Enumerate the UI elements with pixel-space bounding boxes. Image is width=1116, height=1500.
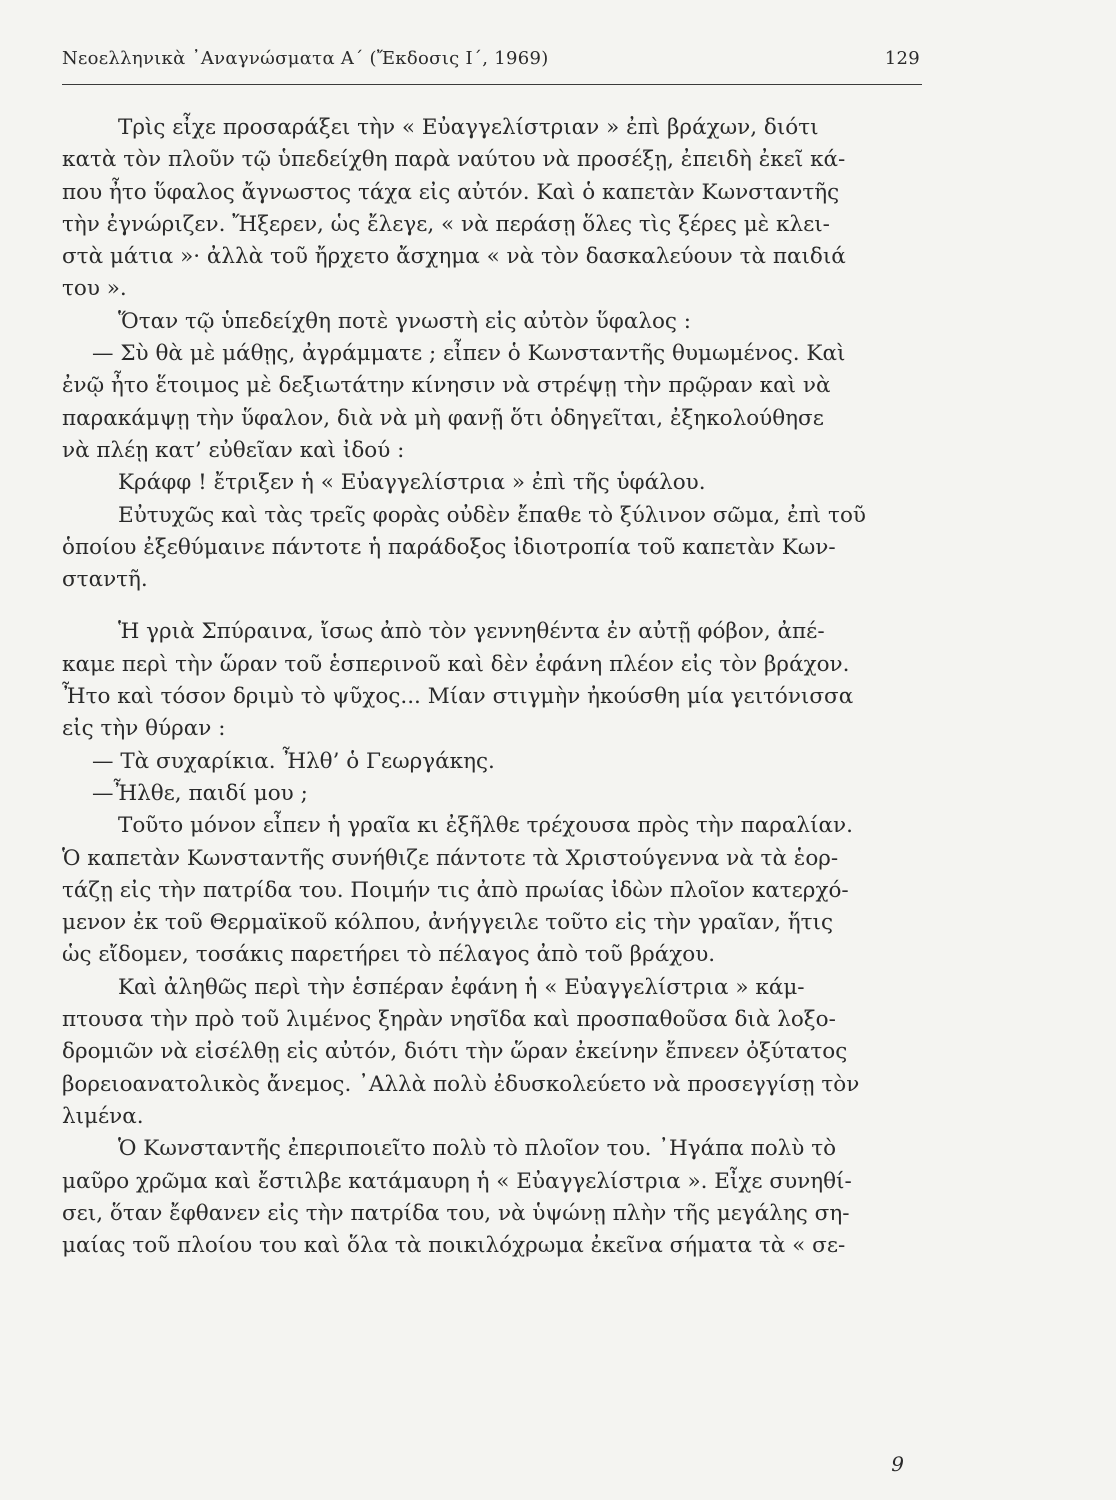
text-line: παρακάμψῃ τὴν ὕφαλον, διὰ νὰ μὴ φανῇ ὅτι ὁδηγεῖται, ἐξηκολούθησε (62, 405, 824, 431)
text-line: τὴν ἐγνώριζεν. Ἤξερεν, ὡς ἔλεγε, « νὰ περάσῃ ὅλες τὶς ξέρες μὲ κλει- (62, 211, 830, 237)
paragraph (62, 467, 922, 499)
text-line: καμε περὶ τὴν ὥραν τοῦ ἑσπερινοῦ καὶ δὲν ἐφάνη πλέον εἰς τὸν βράχον. (62, 651, 850, 677)
text-line: νὰ πλέῃ κατ’ εὐθεῖαν καὶ ἰδού : (62, 437, 405, 463)
paragraph (62, 338, 922, 467)
text-line: Κράφφ ! ἔτριξεν ἡ « Εὐαγγελίστρια » ἐπὶ τῆς ὑφάλου. (118, 470, 706, 496)
text-line: πτουσα τὴν πρὸ τοῦ λιμένος ξηρὰν νησῖδα καὶ προσπαθοῦσα διὰ λοξο- (62, 1007, 836, 1033)
text-line: ἐνῷ ἦτο ἕτοιμος μὲ δεξιωτάτην κίνησιν νὰ στρέψῃ τὴν πρῷραν καὶ νὰ (62, 373, 831, 399)
text-line: Τρὶς εἶχε προσαράξει τὴν « Εὐαγγελίστριαν » ἐπὶ βράχων, διότι (118, 115, 819, 140)
text-line: — Σὺ θὰ μὲ μάθῃς, ἀγράμματε ; εἶπεν ὁ Κωνσταντῆς θυμωμένος. Καὶ (92, 341, 846, 367)
text-line: —Ἦλθε, παιδί μου ; (92, 780, 308, 806)
paragraph (62, 778, 922, 810)
text-line: του ». (62, 276, 127, 302)
text-line: στὰ μάτια »· ἀλλὰ τοῦ ἤρχετο ἄσχημα « νὰ τὸν δασκαλεύουν τὰ παιδιά (62, 244, 846, 270)
paragraph (62, 616, 922, 745)
text-line: εἰς τὴν θύραν : (62, 716, 226, 742)
header-page-number: 129 (884, 48, 920, 69)
text-line: σει, ὅταν ἔφθανεν εἰς τὴν πατρίδα του, νὰ ὑψώνῃ πλὴν τῆς μεγάλης ση- (62, 1200, 850, 1226)
text-line: Ὁ Κωνσταντῆς ἐπεριποιεῖτο πολὺ τὸ πλοῖον του. ᾿Ηγάπα πολὺ τὸ (118, 1136, 837, 1162)
paragraph (62, 972, 922, 1133)
text-line: κατὰ τὸν πλοῦν τῷ ὑπεδείχθη παρὰ ναύτου νὰ προσέξῃ, ἐπειδὴ ἐκεῖ κά- (62, 147, 846, 173)
text-line: δρομιῶν νὰ εἰσέλθῃ εἰς αὐτόν, διότι τὴν ὥραν ἐκείνην ἔπνεεν ὀξύτατος (62, 1039, 848, 1065)
text-line: Ἦτο καὶ τόσον δριμὺ τὸ ψῦχος... Μίαν στιγμὴν ἠκούσθη μία γειτόνισσα (62, 684, 854, 710)
text-line: μενον ἐκ τοῦ Θερμαϊκοῦ κόλπου, ἀνήγγειλε τοῦτο εἰς τὴν γραῖαν, ἥτις (62, 910, 833, 936)
paragraph (62, 306, 922, 338)
text-line: σταντῆ. (62, 567, 148, 593)
text-line: Ὅταν τῷ ὑπεδείχθη ποτὲ γνωστὴ εἰς αὐτὸν ὕφαλος : (118, 308, 692, 334)
body-text (62, 112, 922, 1262)
text-line: μαῦρο χρῶμα καὶ ἔστιλβε κατάμαυρη ἡ « Εὐαγγελίστρια ». Εἶχε συνηθί- (62, 1168, 852, 1194)
text-line: βορειοανατολικὸς ἄνεμος. ᾿Αλλὰ πολὺ ἐδυσκολεύετο νὰ προσεγγίσῃ τὸν (62, 1071, 860, 1097)
text-line: ὁποίου ἐξεθύμαινε πάντοτε ἡ παράδοξος ἰδιοτροπία τοῦ καπετὰν Κων- (62, 534, 836, 560)
section-gap (62, 596, 922, 616)
paragraph (62, 1133, 922, 1262)
text-line: — Τὰ συχαρίκια. Ἦλθ’ ὁ Γεωργάκης. (92, 748, 495, 774)
header-divider (62, 84, 922, 85)
text-line: Ἡ γριὰ Σπύραινα, ἴσως ἀπὸ τὸν γεννηθέντα ἐν αὐτῇ φόβον, ἀπέ- (118, 619, 825, 645)
text-line: Τοῦτο μόνον εἶπεν ἡ γραῖα κι ἐξῆλθε τρέχουσα πρὸς τὴν παραλίαν. (118, 813, 853, 839)
text-line: μαίας τοῦ πλοίου του καὶ ὅλα τὰ ποικιλόχρωμα ἐκεῖνα σήματα τὰ « σε- (62, 1233, 846, 1259)
text-line: που ἦτο ὕφαλος ἄγνωστος τάχα εἰς αὐτόν. Καὶ ὁ καπετὰν Κωνσταντῆς (62, 179, 840, 205)
running-header (62, 48, 922, 78)
paragraph (62, 810, 922, 971)
text-line: λιμένα. (62, 1103, 144, 1129)
paragraph (62, 746, 922, 778)
text-line: Εὐτυχῶς καὶ τὰς τρεῖς φορὰς οὐδὲν ἔπαθε τὸ ξύλινον σῶμα, ἐπὶ τοῦ (118, 502, 866, 528)
text-line: Καὶ ἀληθῶς περὶ τὴν ἑσπέραν ἐφάνη ἡ « Εὐαγγελίστρια » κάμ- (118, 974, 805, 1000)
text-line: ὡς εἴδομεν, τοσάκις παρετήρει τὸ πέλαγος ἀπὸ τοῦ βράχου. (62, 942, 716, 968)
paragraph (62, 112, 922, 306)
header-title: Νεοελληνικὰ ᾿Αναγνώσματα Α΄ (Ἔκδοσις Ι΄, 1969) (62, 48, 549, 69)
signature-mark: 9 (891, 1452, 904, 1476)
paragraph (62, 500, 922, 597)
text-line: Ὁ καπετὰν Κωνσταντῆς συνήθιζε πάντοτε τὰ Χριστούγεννα νὰ τὰ ἑορ- (62, 845, 839, 871)
text-line: τάζῃ εἰς τὴν πατρίδα του. Ποιμήν τις ἀπὸ πρωίας ἰδὼν πλοῖον κατερχό- (62, 877, 849, 903)
